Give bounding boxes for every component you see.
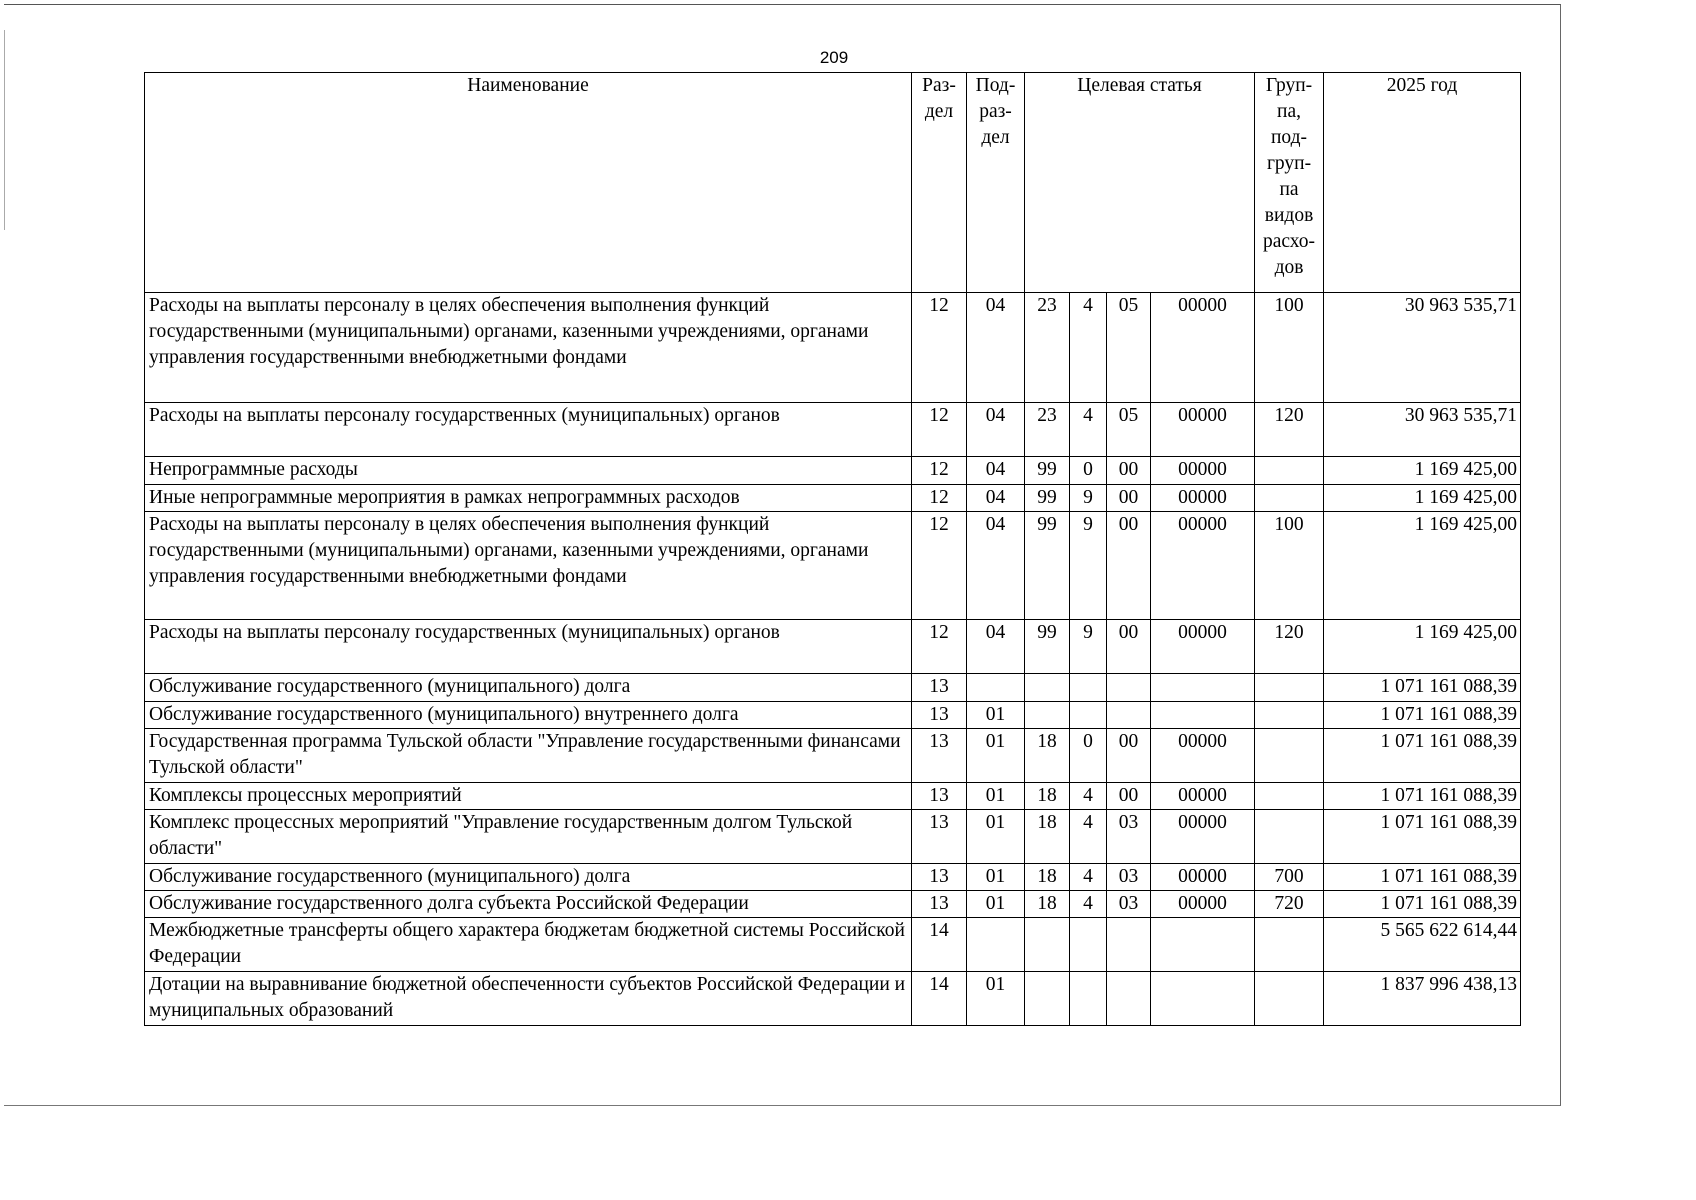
table-cell-subsection: 04 bbox=[967, 293, 1025, 403]
table-cell-expense-group bbox=[1255, 729, 1324, 783]
table-cell-target-type bbox=[1070, 674, 1107, 702]
table-cell-target-type bbox=[1070, 972, 1107, 1026]
table-cell-target-sub: 00 bbox=[1107, 729, 1151, 783]
table-cell-amount: 30 963 535,71 bbox=[1324, 403, 1521, 457]
table-cell-section: 13 bbox=[912, 810, 967, 864]
table-cell-subsection: 01 bbox=[967, 891, 1025, 918]
table-header-row bbox=[145, 73, 1521, 293]
header-expense-group bbox=[1255, 73, 1324, 293]
table-cell-target-direction: 00000 bbox=[1151, 729, 1255, 783]
table-cell-amount: 1 071 161 088,39 bbox=[1324, 674, 1521, 702]
table-cell-name: Иные непрограммные мероприятия в рамках непрограммных расходов bbox=[145, 485, 912, 512]
table-cell-target-direction bbox=[1151, 918, 1255, 972]
table-cell-target-direction: 00000 bbox=[1151, 891, 1255, 918]
table-row bbox=[145, 918, 1521, 972]
table-cell-target-type: 4 bbox=[1070, 891, 1107, 918]
table-cell-target-program: 18 bbox=[1025, 729, 1070, 783]
table-cell-target-sub: 03 bbox=[1107, 810, 1151, 864]
header-subsection bbox=[967, 73, 1025, 293]
header-year-text: 2025 год bbox=[1386, 75, 1458, 96]
table-cell-target-program bbox=[1025, 972, 1070, 1026]
table-cell-amount: 1 071 161 088,39 bbox=[1324, 891, 1521, 918]
table-cell-target-direction bbox=[1151, 972, 1255, 1026]
header-target-text: Целевая статья bbox=[1077, 75, 1202, 96]
table-cell-subsection: 01 bbox=[967, 972, 1025, 1026]
table-cell-section: 12 bbox=[912, 512, 967, 620]
table-cell-section: 13 bbox=[912, 729, 967, 783]
table-row bbox=[145, 620, 1521, 674]
table-cell-expense-group: 120 bbox=[1255, 620, 1324, 674]
table-cell-target-sub: 03 bbox=[1107, 864, 1151, 891]
table-cell-amount: 1 071 161 088,39 bbox=[1324, 729, 1521, 783]
table-cell-target-direction: 00000 bbox=[1151, 864, 1255, 891]
table-cell-expense-group bbox=[1255, 972, 1324, 1026]
table-cell-section: 12 bbox=[912, 457, 967, 485]
table-cell-target-type bbox=[1070, 702, 1107, 729]
table-row bbox=[145, 972, 1521, 1026]
table-row bbox=[145, 783, 1521, 810]
table-cell-target-direction: 00000 bbox=[1151, 403, 1255, 457]
table-cell-subsection: 01 bbox=[967, 864, 1025, 891]
table-cell-target-program: 18 bbox=[1025, 783, 1070, 810]
table-cell-name: Расходы на выплаты персоналу в целях обеспечения выполнения функций государственными (муниципальными) органами, казенными учреждениями, органами управления государственными внебюджетными фондами bbox=[145, 293, 912, 403]
table-cell-target-program: 23 bbox=[1025, 293, 1070, 403]
table-cell-target-program: 18 bbox=[1025, 891, 1070, 918]
table-cell-subsection: 04 bbox=[967, 457, 1025, 485]
table-cell-expense-group: 120 bbox=[1255, 403, 1324, 457]
table-cell-name: Обслуживание государственного (муниципального) долга bbox=[145, 864, 912, 891]
table-row bbox=[145, 293, 1521, 403]
table-cell-amount: 1 071 161 088,39 bbox=[1324, 702, 1521, 729]
table-cell-section: 13 bbox=[912, 674, 967, 702]
table-cell-expense-group bbox=[1255, 810, 1324, 864]
table-cell-target-sub: 05 bbox=[1107, 293, 1151, 403]
table-cell-target-sub: 05 bbox=[1107, 403, 1151, 457]
table-cell-target-type bbox=[1070, 918, 1107, 972]
table-cell-name: Комплексы процессных мероприятий bbox=[145, 783, 912, 810]
table-cell-amount: 1 837 996 438,13 bbox=[1324, 972, 1521, 1026]
table-cell-target-type: 0 bbox=[1070, 457, 1107, 485]
table-cell-subsection: 04 bbox=[967, 403, 1025, 457]
table-cell-target-type: 4 bbox=[1070, 810, 1107, 864]
table-cell-amount: 1 071 161 088,39 bbox=[1324, 810, 1521, 864]
table-cell-name: Расходы на выплаты персоналу государственных (муниципальных) органов bbox=[145, 620, 912, 674]
table-cell-expense-group bbox=[1255, 702, 1324, 729]
table-cell-section: 14 bbox=[912, 918, 967, 972]
header-year bbox=[1324, 73, 1521, 293]
table-cell-expense-group bbox=[1255, 457, 1324, 485]
table-cell-name: Обслуживание государственного (муниципального) внутреннего долга bbox=[145, 702, 912, 729]
table-cell-target-sub bbox=[1107, 674, 1151, 702]
table-cell-target-sub: 00 bbox=[1107, 512, 1151, 620]
budget-table bbox=[144, 72, 1521, 1026]
table-cell-amount: 5 565 622 614,44 bbox=[1324, 918, 1521, 972]
table-cell-target-type: 0 bbox=[1070, 729, 1107, 783]
header-name bbox=[145, 73, 912, 293]
table-cell-name: Расходы на выплаты персоналу государственных (муниципальных) органов bbox=[145, 403, 912, 457]
table-cell-target-sub: 00 bbox=[1107, 457, 1151, 485]
table-cell-section: 13 bbox=[912, 783, 967, 810]
table-cell-name: Дотации на выравнивание бюджетной обеспеченности субъектов Российской Федерации и муниципальных образований bbox=[145, 972, 912, 1026]
table-cell-subsection bbox=[967, 918, 1025, 972]
table-cell-name: Расходы на выплаты персоналу в целях обеспечения выполнения функций государственными (муниципальными) органами, казенными учреждениями, органами управления государственными внебюджетными фондами bbox=[145, 512, 912, 620]
table-cell-amount: 1 169 425,00 bbox=[1324, 485, 1521, 512]
table-cell-target-direction bbox=[1151, 674, 1255, 702]
table-row bbox=[145, 512, 1521, 620]
table-cell-name: Государственная программа Тульской области "Управление государственными финансами Тульской области" bbox=[145, 729, 912, 783]
table-cell-target-direction: 00000 bbox=[1151, 293, 1255, 403]
table-cell-expense-group: 700 bbox=[1255, 864, 1324, 891]
table-cell-section: 13 bbox=[912, 864, 967, 891]
table-row bbox=[145, 403, 1521, 457]
table-cell-target-sub: 03 bbox=[1107, 891, 1151, 918]
table-cell-name: Непрограммные расходы bbox=[145, 457, 912, 485]
table-cell-target-program: 23 bbox=[1025, 403, 1070, 457]
table-cell-target-direction: 00000 bbox=[1151, 620, 1255, 674]
table-row bbox=[145, 457, 1521, 485]
table-row bbox=[145, 810, 1521, 864]
header-section-text: Раз- дел bbox=[922, 75, 956, 122]
header-name-text: Наименование bbox=[467, 75, 589, 96]
table-cell-subsection: 04 bbox=[967, 485, 1025, 512]
table-cell-target-type: 4 bbox=[1070, 403, 1107, 457]
table-cell-target-sub bbox=[1107, 972, 1151, 1026]
header-subsection-text: Под- раз- дел bbox=[975, 75, 1016, 148]
table-cell-target-program: 99 bbox=[1025, 620, 1070, 674]
table-cell-expense-group bbox=[1255, 674, 1324, 702]
table-cell-name: Межбюджетные трансферты общего характера бюджетам бюджетной системы Российской Федерации bbox=[145, 918, 912, 972]
table-cell-section: 13 bbox=[912, 891, 967, 918]
table-cell-name: Обслуживание государственного долга субъекта Российской Федерации bbox=[145, 891, 912, 918]
table-cell-target-direction bbox=[1151, 702, 1255, 729]
table-row bbox=[145, 702, 1521, 729]
page-number: 209 bbox=[819, 48, 849, 67]
table-cell-section: 14 bbox=[912, 972, 967, 1026]
table-cell-target-type: 4 bbox=[1070, 864, 1107, 891]
table-cell-target-type: 9 bbox=[1070, 485, 1107, 512]
table-cell-subsection: 01 bbox=[967, 729, 1025, 783]
table-cell-subsection: 04 bbox=[967, 620, 1025, 674]
table-cell-section: 12 bbox=[912, 620, 967, 674]
table-cell-amount: 1 169 425,00 bbox=[1324, 457, 1521, 485]
table-cell-expense-group: 720 bbox=[1255, 891, 1324, 918]
table-cell-target-direction: 00000 bbox=[1151, 512, 1255, 620]
table-cell-amount: 1 071 161 088,39 bbox=[1324, 864, 1521, 891]
table-cell-expense-group: 100 bbox=[1255, 512, 1324, 620]
table-cell-target-type: 4 bbox=[1070, 293, 1107, 403]
table-cell-amount: 1 071 161 088,39 bbox=[1324, 783, 1521, 810]
table-cell-target-sub bbox=[1107, 702, 1151, 729]
table-cell-expense-group bbox=[1255, 783, 1324, 810]
header-section bbox=[912, 73, 967, 293]
table-cell-subsection: 01 bbox=[967, 810, 1025, 864]
table-cell-expense-group: 100 bbox=[1255, 293, 1324, 403]
table-cell-target-program: 99 bbox=[1025, 512, 1070, 620]
table-row bbox=[145, 864, 1521, 891]
table-cell-target-sub: 00 bbox=[1107, 783, 1151, 810]
table-cell-target-program: 18 bbox=[1025, 864, 1070, 891]
table-cell-target-program bbox=[1025, 702, 1070, 729]
table-row bbox=[145, 729, 1521, 783]
table-cell-target-program: 18 bbox=[1025, 810, 1070, 864]
table-cell-target-program bbox=[1025, 674, 1070, 702]
table-body bbox=[145, 293, 1521, 1026]
table-cell-target-type: 4 bbox=[1070, 783, 1107, 810]
table-cell-target-sub: 00 bbox=[1107, 485, 1151, 512]
table-row bbox=[145, 674, 1521, 702]
table-cell-subsection bbox=[967, 674, 1025, 702]
table-cell-target-program: 99 bbox=[1025, 485, 1070, 512]
table-cell-target-program bbox=[1025, 918, 1070, 972]
table-cell-amount: 1 169 425,00 bbox=[1324, 512, 1521, 620]
table-cell-section: 13 bbox=[912, 702, 967, 729]
header-target-article bbox=[1025, 73, 1255, 293]
table-cell-target-direction: 00000 bbox=[1151, 457, 1255, 485]
table-cell-name: Обслуживание государственного (муниципального) долга bbox=[145, 674, 912, 702]
table-cell-subsection: 04 bbox=[967, 512, 1025, 620]
table-cell-target-type: 9 bbox=[1070, 512, 1107, 620]
table-cell-target-program: 99 bbox=[1025, 457, 1070, 485]
table-cell-expense-group bbox=[1255, 918, 1324, 972]
table-row bbox=[145, 891, 1521, 918]
header-group-text: Груп- па, под- груп- па видов расхо- дов bbox=[1263, 75, 1316, 278]
table-cell-target-direction: 00000 bbox=[1151, 810, 1255, 864]
table-cell-target-type: 9 bbox=[1070, 620, 1107, 674]
table-cell-target-direction: 00000 bbox=[1151, 783, 1255, 810]
table-cell-subsection: 01 bbox=[967, 702, 1025, 729]
table-cell-amount: 30 963 535,71 bbox=[1324, 293, 1521, 403]
table-cell-section: 12 bbox=[912, 485, 967, 512]
table-cell-name: Комплекс процессных мероприятий "Управление государственным долгом Тульской области" bbox=[145, 810, 912, 864]
table-cell-section: 12 bbox=[912, 403, 967, 457]
table-cell-subsection: 01 bbox=[967, 783, 1025, 810]
table-cell-section: 12 bbox=[912, 293, 967, 403]
table-row bbox=[145, 485, 1521, 512]
table-cell-target-direction: 00000 bbox=[1151, 485, 1255, 512]
table-cell-target-sub: 00 bbox=[1107, 620, 1151, 674]
table-cell-amount: 1 169 425,00 bbox=[1324, 620, 1521, 674]
table-cell-expense-group bbox=[1255, 485, 1324, 512]
table-cell-target-sub bbox=[1107, 918, 1151, 972]
